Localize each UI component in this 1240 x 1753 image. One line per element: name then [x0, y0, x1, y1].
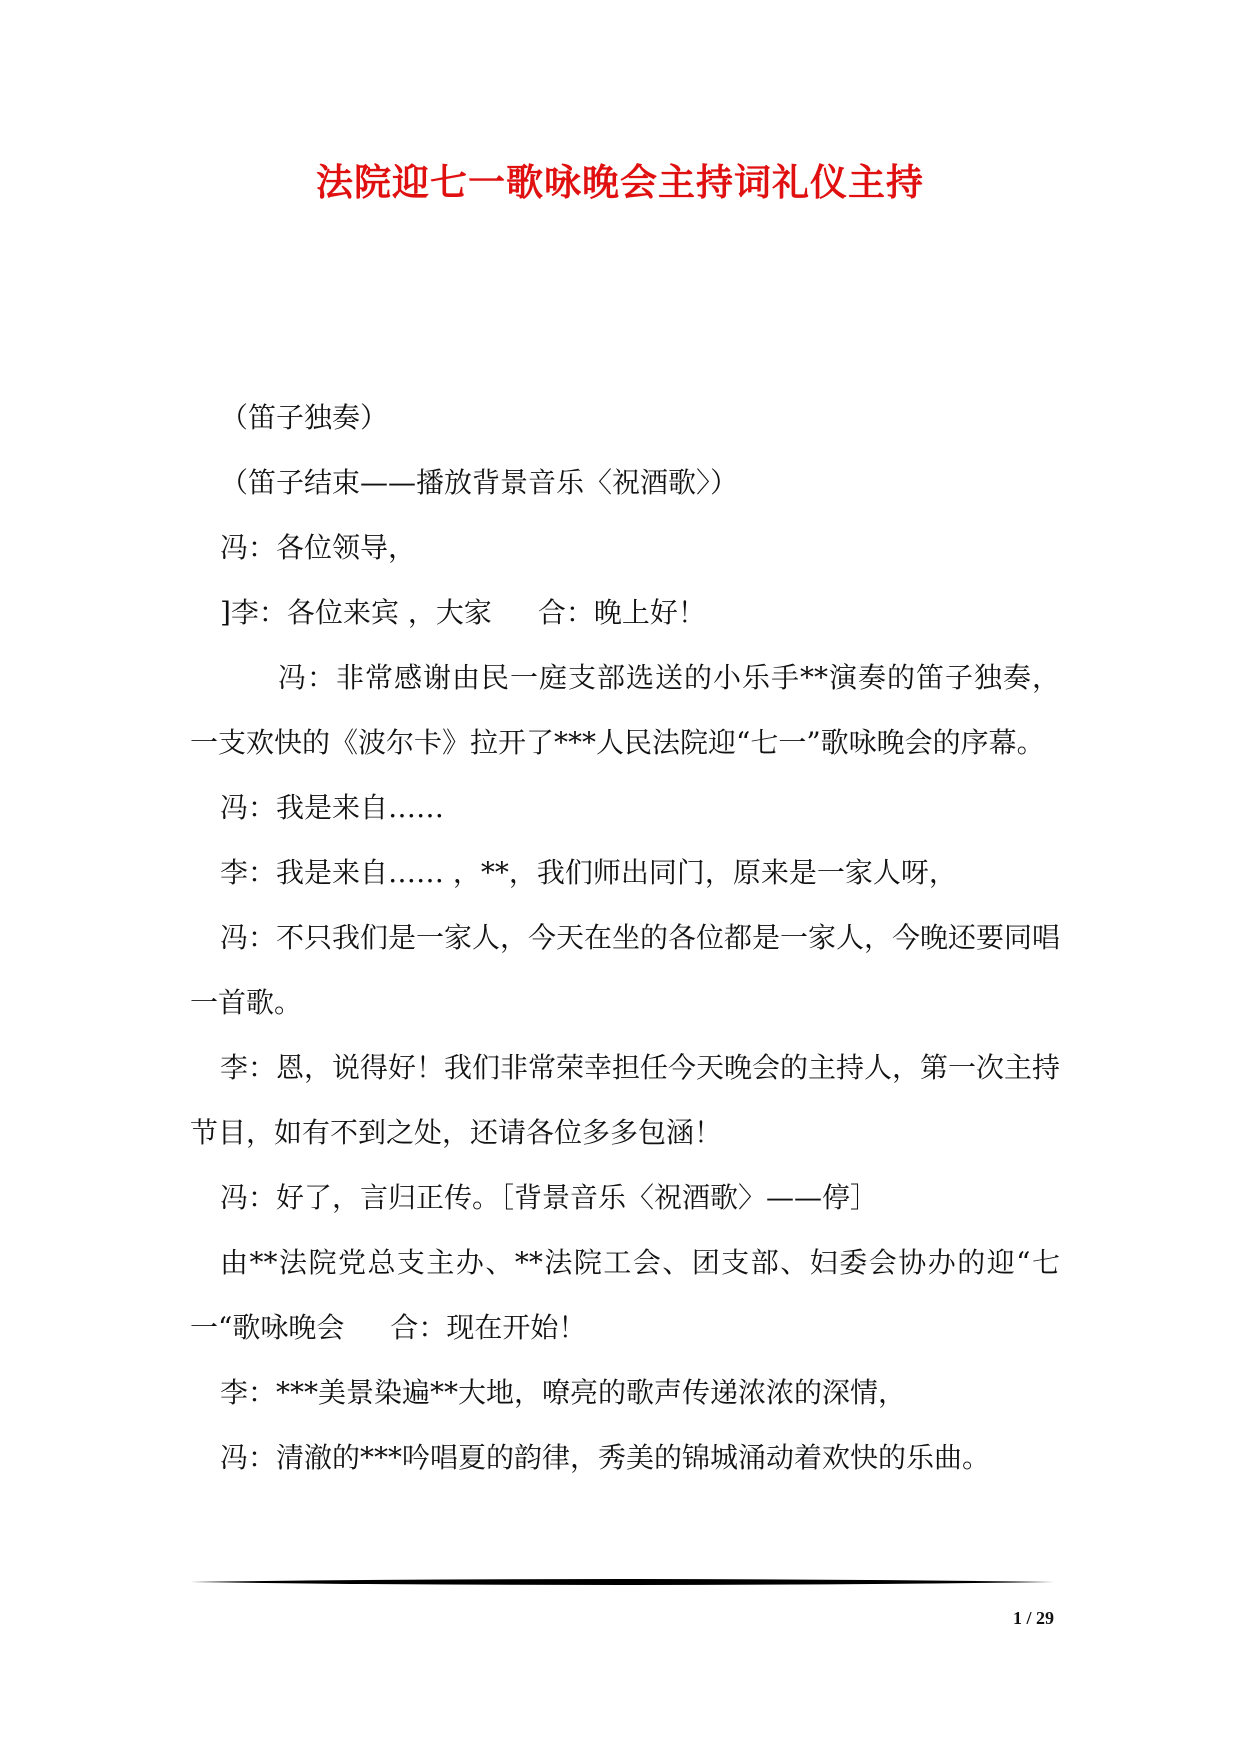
document-body: [190, 385, 1060, 1490]
paragraph-part: 合：现在开始！: [390, 1311, 587, 1344]
paragraph: [190, 1230, 1060, 1360]
document-title: 法院迎七一歌咏晚会主持词礼仪主持: [316, 160, 924, 204]
paragraph-part: 由**法院党总支主办、**法院工会、团支部、妇委会协办的迎“七一“歌咏晚会: [190, 1246, 1060, 1344]
paragraph: （笛子结束——播放背景音乐〈祝酒歌〉）: [220, 466, 739, 499]
paragraph-part: ]李：各位来宾 ，大家: [220, 596, 492, 629]
paragraph: 冯：我是来自……: [220, 791, 445, 824]
paragraph: 冯：好了，言归正传。［背景音乐〈祝酒歌〉——停］: [220, 1181, 879, 1214]
paragraph: 李：我是来自…… ，**，我们师出同门，原来是一家人呀，: [220, 856, 957, 889]
paragraph-part: 合：晚上好！: [537, 596, 706, 629]
paragraph: （笛子独奏）: [220, 401, 389, 434]
page-number: 1 / 29: [1012, 1608, 1054, 1628]
paragraph: [190, 580, 1060, 645]
paragraph: 冯：各位领导，: [220, 531, 417, 564]
paragraph: 李：***美景染遍**大地，嘹亮的歌声传递浓浓的深情，: [220, 1376, 907, 1409]
paragraph: 李：恩，说得好！我们非常荣幸担任今天晚会的主持人，第一次主持节目，如有不到之处，还请各位多多包涵！: [190, 1051, 1061, 1149]
paragraph: 冯：非常感谢由民一庭支部选送的小乐手**演奏的笛子独奏，一支欢快的《波尔卡》拉开了***人民法院迎“七一”歌咏晚会的序幕。: [190, 661, 1060, 759]
footer-rule: [190, 1576, 1054, 1588]
paragraph: 冯：不只我们是一家人，今天在坐的各位都是一家人，今晚还要同唱一首歌。: [190, 921, 1061, 1019]
paragraph: 冯：清澈的***吟唱夏的韵律，秀美的锦城涌动着欢快的乐曲。: [220, 1441, 991, 1474]
